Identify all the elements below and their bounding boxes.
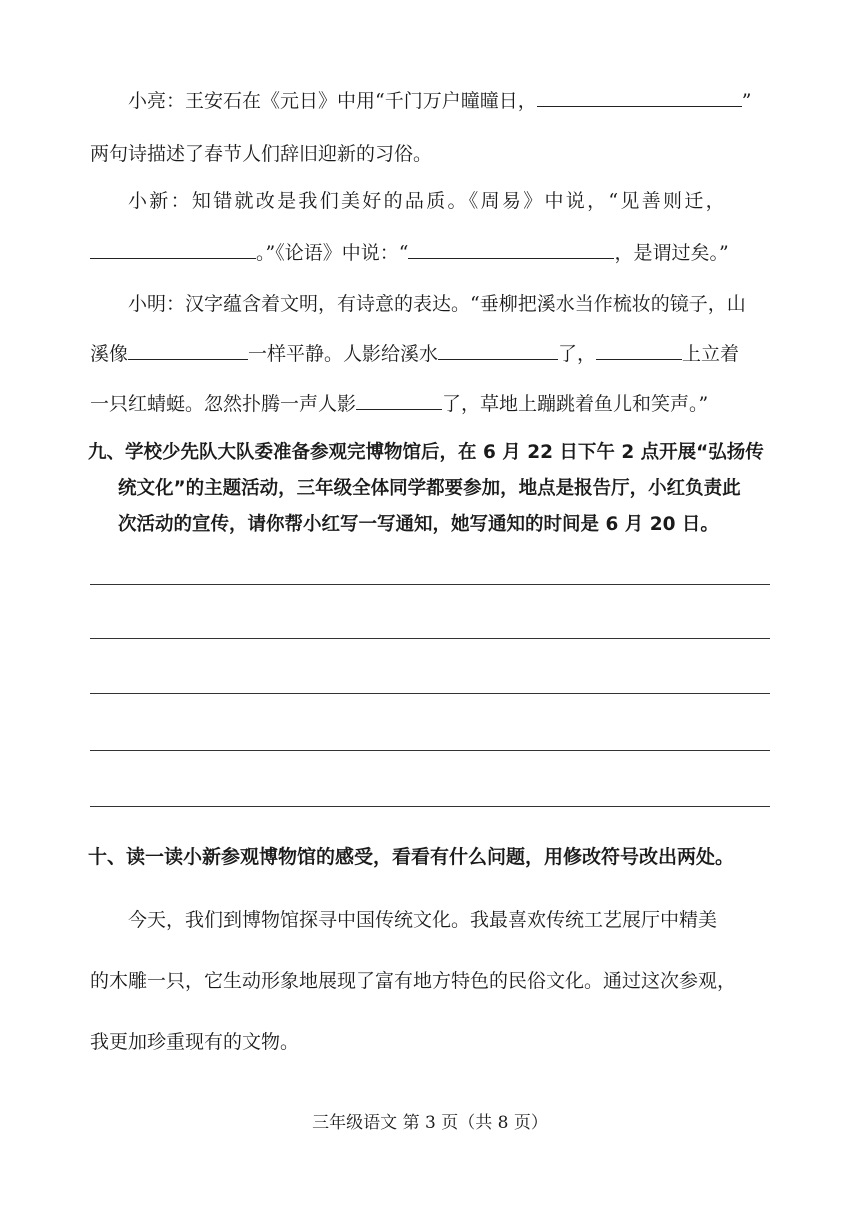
writing-line[interactable] [90,693,770,694]
writing-line[interactable] [90,638,770,639]
xiaoxin-text-3: ，是谓过矣。” [614,242,729,264]
xiaoming-text-6: 一只红蜻蜓。忽然扑腾一声人影 [90,393,357,415]
xiaoming-line-2 [90,345,739,364]
xiaoming-text-7: 了，草地上蹦跳着鱼儿和笑声。” [442,393,709,415]
stream-blank[interactable] [438,345,558,360]
xiaoxin-line-1: 小新：知错就改是我们美好的品质。《周易》中说，“见善则迁， [128,190,727,212]
writing-line[interactable] [90,806,770,807]
writing-line[interactable] [90,750,770,751]
lunyu-blank[interactable] [408,244,614,259]
xiaoming-line-3 [90,395,708,414]
xiaoming-line-1: 小明：汉字蕴含着文明，有诗意的表达。“垂柳把溪水当作梳妆的镜子，山 [128,293,746,315]
xiaoming-text-2: 溪像 [90,343,129,365]
poem-blank[interactable] [537,92,742,107]
q9-line-2: 统文化”的主题活动，三年级全体同学都要参加，地点是报告厅，小红负责此 [118,478,741,499]
xiaoliang-close-quote: ” [741,90,752,112]
q9-line-3: 次活动的宣传，请你帮小红写一写通知，她写通知的时间是 6 月 20 日。 [118,514,719,535]
xiaoliang-line-1 [128,92,751,111]
page-footer: 三年级语文 第 3 页（共 8 页） [312,1113,548,1133]
shadow-blank[interactable] [356,395,442,410]
xiaoming-text-5: 上立着 [682,343,740,365]
object-blank[interactable] [596,345,682,360]
q10-para-line-3: 我更加珍重现有的文物。 [90,1031,300,1053]
xiaoliang-line-2: 两句诗描述了春节人们辞旧迎新的习俗。 [90,143,433,165]
writing-line[interactable] [90,584,770,585]
xiaoliang-text-1: 小亮：王安石在《元日》中用“千门万户曈曈日， [128,90,537,112]
xiaoming-text-4: 了， [558,343,597,365]
q10-para-line-1: 今天，我们到博物馆探寻中国传统文化。我最喜欢传统工艺展厅中精美 [128,909,718,931]
zhouyi-blank[interactable] [90,244,256,259]
q9-line-1: 九、学校少先队大队委准备参观完博物馆后，在 6 月 22 日下午 2 点开展“弘扬传 [88,442,764,463]
xiaoming-text-3: 一样平静。人影给溪水 [248,343,439,365]
q10-title: 十、读一读小新参观博物馆的感受，看看有什么问题，用修改符号改出两处。 [88,846,735,868]
xiaoxin-line-2 [90,244,729,263]
xiaoxin-text-2: 。”《论语》中说：“ [256,242,409,264]
q10-para-line-2: 的木雕一只，它生动形象地展现了富有地方特色的民俗文化。通过这次参观， [90,970,737,992]
simile-blank[interactable] [128,345,248,360]
